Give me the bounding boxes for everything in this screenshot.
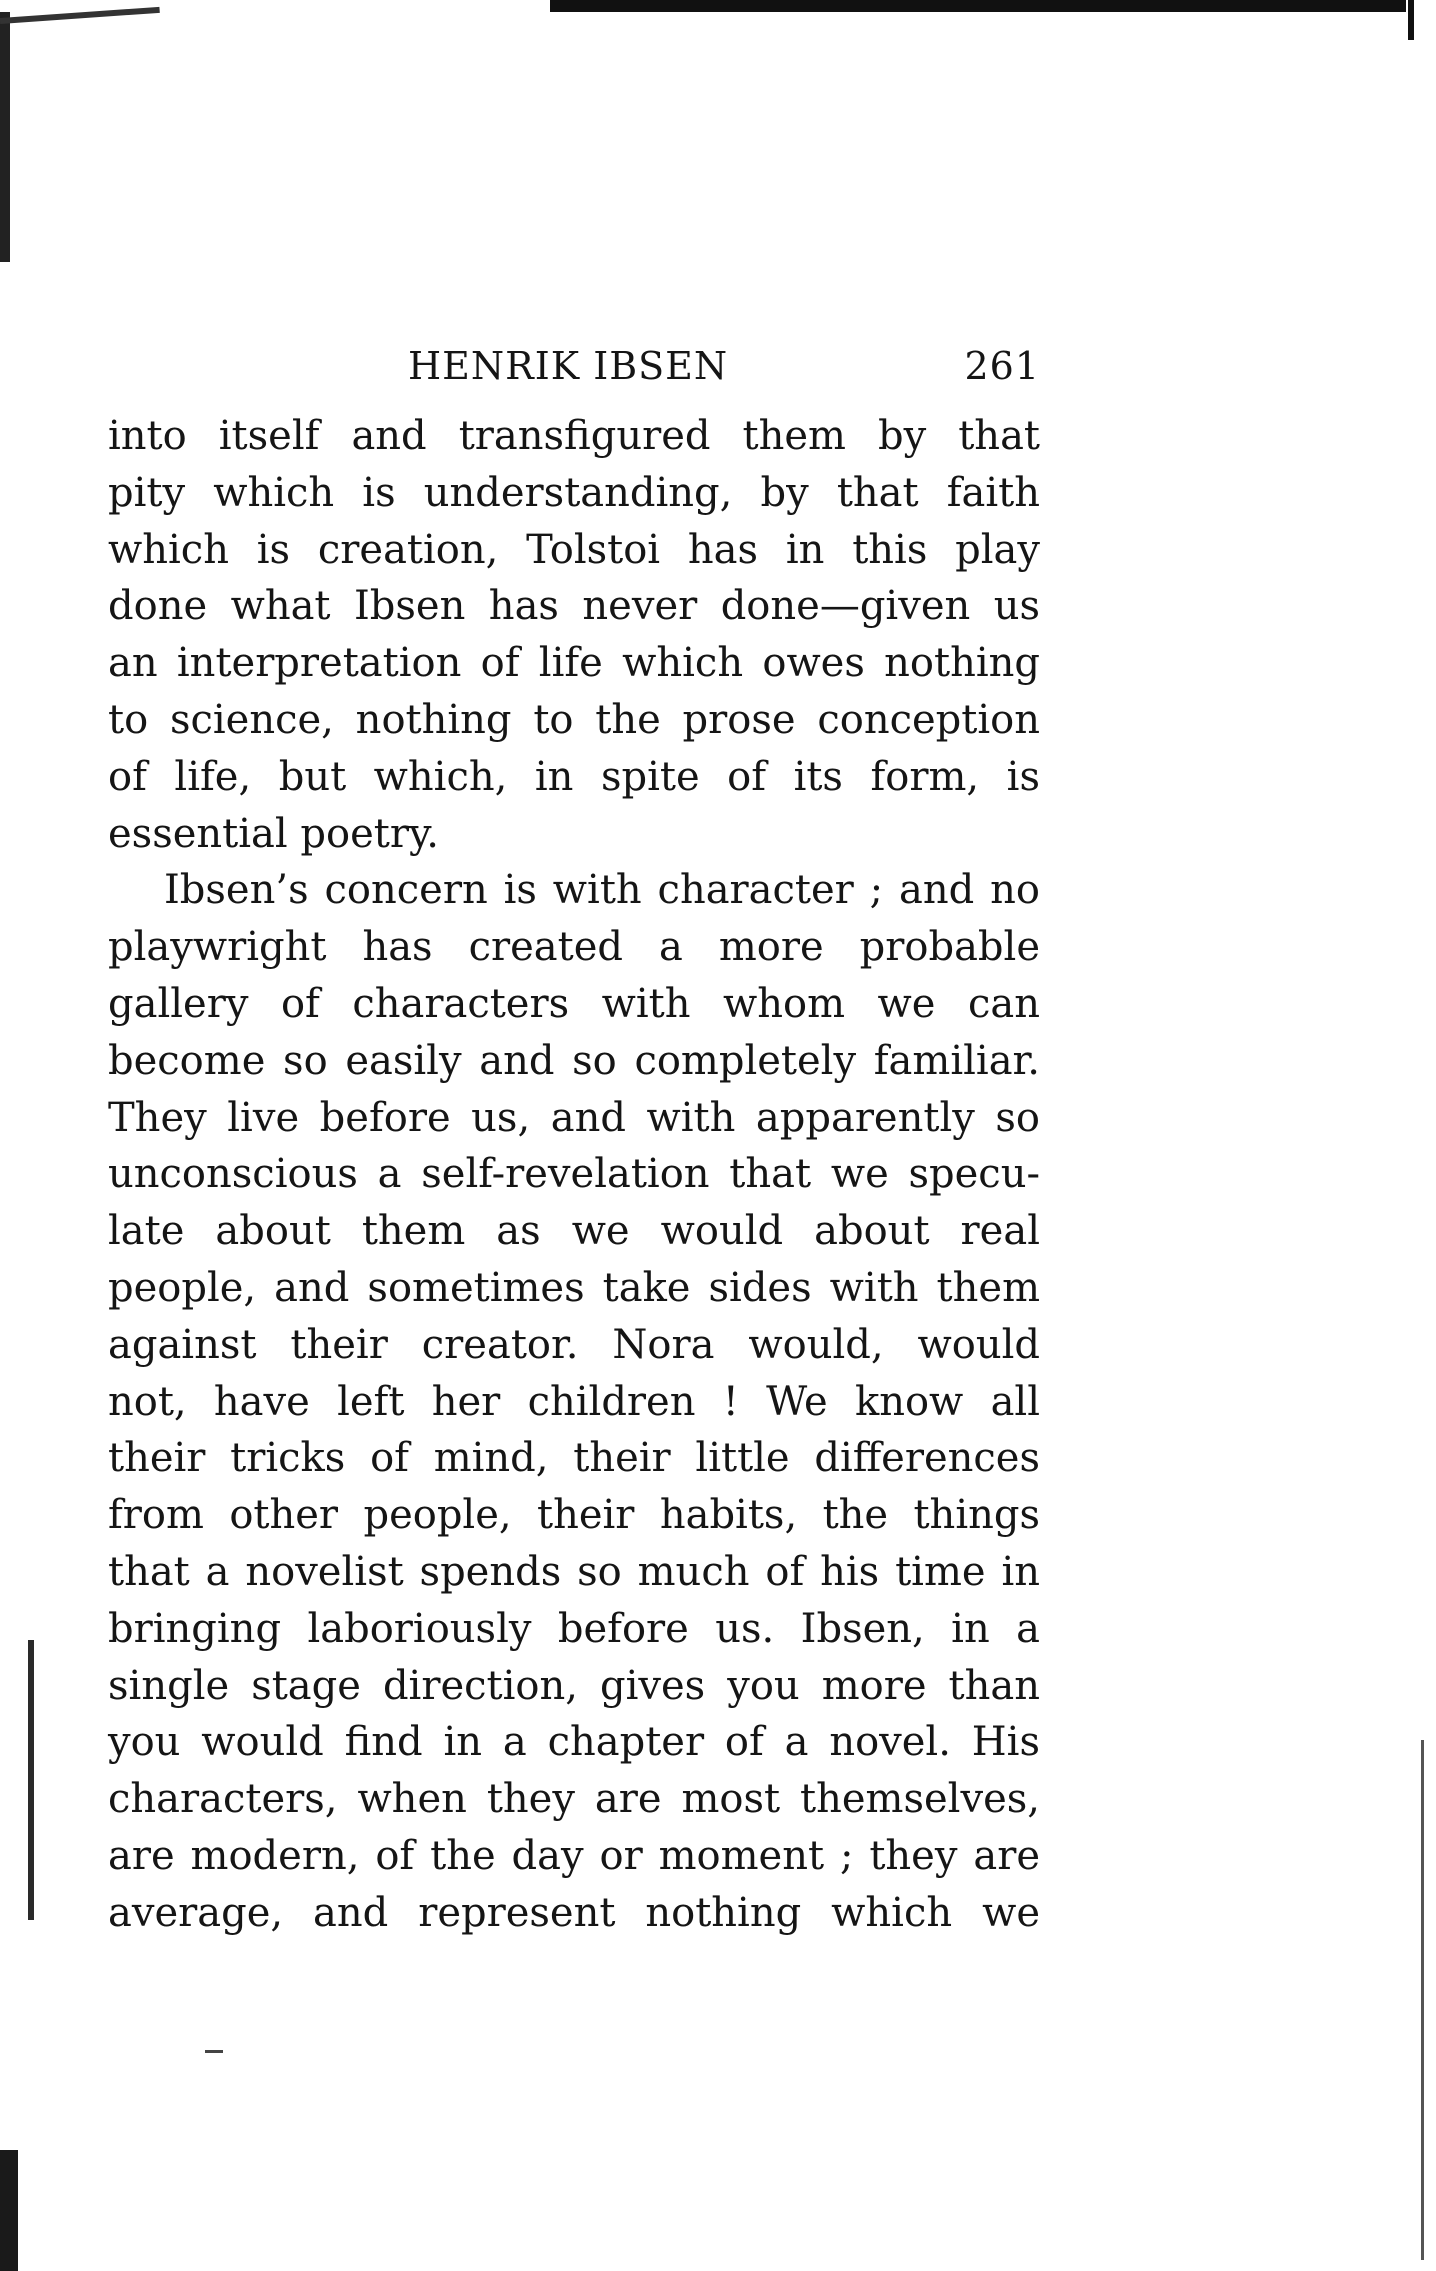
text-line: of life, but which, in spite of its form, is [108,753,1040,800]
book-page [108,330,1040,1942]
text-line: not, have left her children ! We know all [108,1378,1040,1425]
scan-corner-mark [0,2150,18,2271]
paragraph [108,862,1040,1941]
text-line: pity which is understanding, by that faith [108,469,1040,516]
text-line: average, and represent nothing which we [108,1889,1040,1936]
text-line: their tricks of mind, their little differences [108,1435,1040,1482]
text-line: against their creator. Nora would, would [108,1321,1040,1368]
text-line: you would find in a chapter of a novel. His [108,1719,1040,1766]
text-line: an interpretation of life which owes nothing [108,640,1040,687]
text-line: unconscious a self-revelation that we specu- [108,1151,1040,1198]
text-line: become so easily and so completely familiar. [108,1037,1040,1084]
scan-margin-mark [28,1640,34,1920]
text-line: late about them as we would about real [108,1208,1040,1255]
scan-stray-mark [205,2050,223,2053]
text-line: which is creation, Tolstoi has in this play [108,526,1040,573]
text-line: people, and sometimes take sides with them [108,1264,1040,1311]
text-line: into itself and transfigured them by that [108,413,1040,459]
scan-edge-curl [0,7,160,24]
text-line: They live before us, and with apparently so [108,1094,1040,1141]
text-line: from other people, their habits, the things [108,1492,1040,1539]
scan-gutter-line [1421,1740,1424,2260]
scan-edge-top [550,0,1406,12]
text-line: that a novelist spends so much of his time in [108,1548,1040,1595]
text-line: are modern, of the day or moment ; they are [108,1832,1040,1879]
scan-edge-left [0,12,10,262]
text-line: playwright has created a more probable [108,924,1040,971]
text-line: gallery of characters with whom we can [108,980,1040,1027]
paragraph [108,408,1040,862]
text-line: characters, when they are most themselves, [108,1776,1040,1823]
text-line: to science, nothing to the prose conception [108,696,1040,743]
text-line: single stage direction, gives you more than [108,1662,1040,1709]
text-line: Ibsen’s concern is with character ; and no [164,867,1040,914]
page-number: 261 [964,344,1040,388]
text-line: essential poetry. [108,810,439,857]
scan-edge-right [1408,0,1414,40]
running-head [108,330,1040,390]
text-line: bringing laboriously before us. Ibsen, in a [108,1605,1040,1652]
text-line: done what Ibsen has never done—given us [108,583,1040,630]
body-text [108,408,1040,1942]
running-title: HENRIK IBSEN [408,344,729,388]
